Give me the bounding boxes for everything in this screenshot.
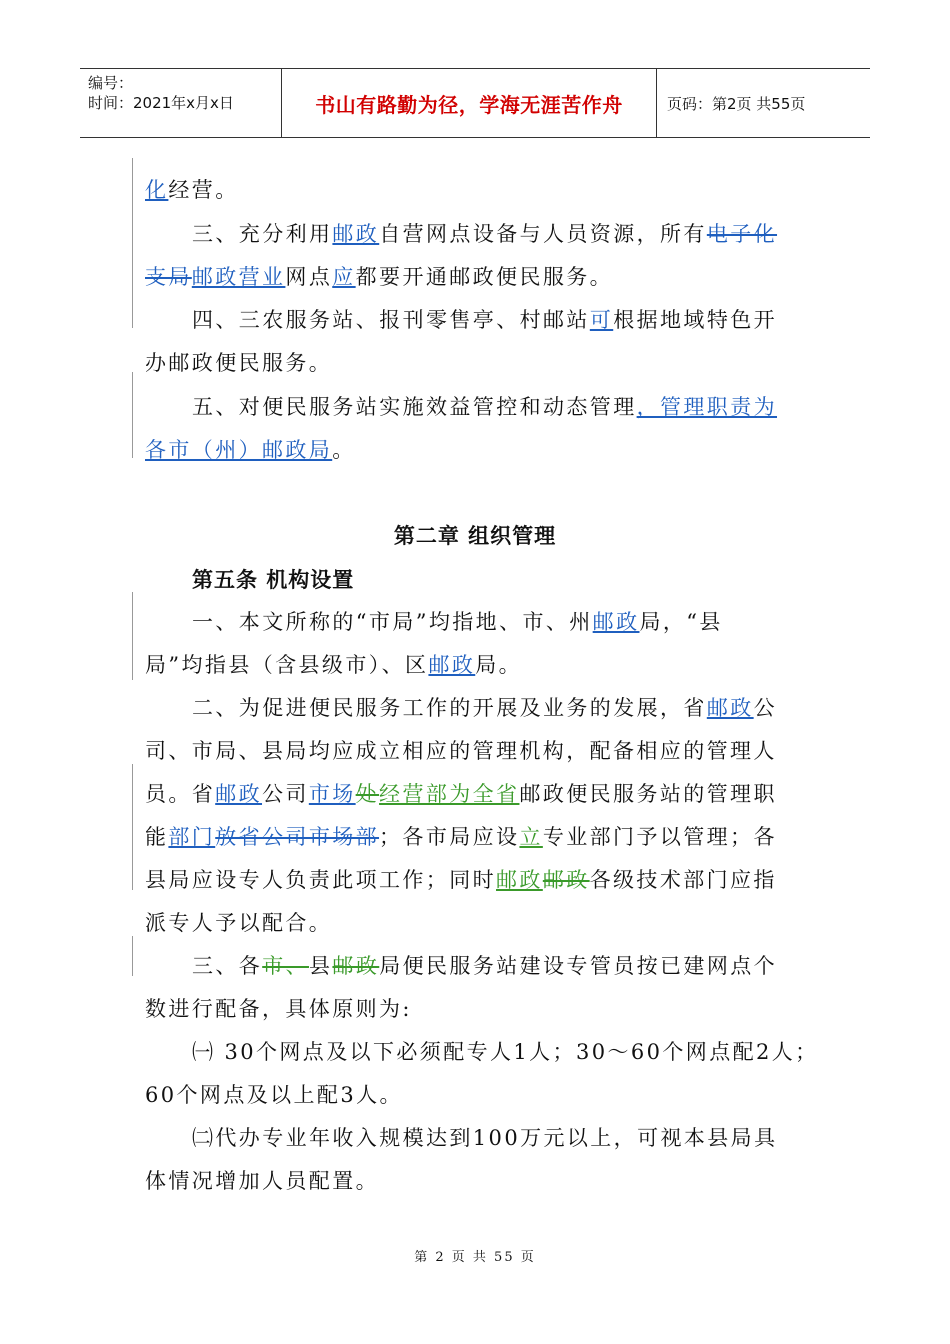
revision-inserted: 邮政: [496, 868, 543, 892]
revision-inserted: 部门: [168, 825, 216, 849]
text-run: 局，“县: [639, 610, 723, 634]
revision-inserted: 应: [332, 265, 356, 289]
text-run: 员。省: [145, 782, 216, 806]
text-line: [145, 823, 777, 851]
text-run: 二、为促进便民服务工作的开展及业务的发展，省: [192, 696, 707, 720]
text-run: 局便民服务站建设专管员按已建网点个: [379, 954, 778, 978]
text-line: ㈠ 30个网点及以下必须配专人1人；30～60个网点配2人；: [192, 1040, 819, 1064]
text-line: 60个网点及以上配3人。: [145, 1083, 403, 1107]
text-run: 局。: [475, 653, 523, 677]
text-line: [145, 866, 777, 894]
text-run: 各级技术部门应指: [589, 868, 777, 892]
text-run: ；各市局应设: [379, 825, 520, 849]
chapter-title: 第二章 组织管理: [393, 524, 557, 548]
text-line: 办邮政便民服务。: [145, 351, 333, 375]
revision-inserted: 市场: [308, 782, 356, 806]
revision-inserted: 邮政: [592, 610, 640, 634]
change-bar: [132, 936, 133, 976]
text-run: 自营网点设备与人员资源，所有: [379, 222, 707, 246]
header-motto: 书山有路勤为径，学海无涯苦作舟: [282, 69, 657, 137]
revision-inserted: 邮政: [332, 222, 380, 246]
revision-deleted: 支局: [145, 265, 192, 289]
text-line: [192, 220, 777, 248]
revision-deleted: 邮政: [542, 868, 590, 892]
revision-inserted: ，管理职责为: [636, 395, 778, 419]
text-line: 体情况增加人员配置。: [145, 1169, 379, 1193]
revision-inserted: 邮政: [706, 696, 754, 720]
time-label: 时间：2021年x月x日: [88, 94, 234, 112]
revision-deleted: 市、: [262, 954, 310, 978]
text-line: [145, 651, 522, 679]
header-page-info: 页码：第2页 共55页: [667, 94, 806, 113]
revision-inserted: 立: [519, 825, 543, 849]
text-line: [145, 176, 239, 204]
text-line: 派专人予以配合。: [145, 911, 333, 935]
page-footer: 第 2 页 共 55 页: [414, 1250, 536, 1265]
text-run: 一、本文所称的“市局”均指地、市、州: [192, 610, 593, 634]
text-run: 三、充分利用: [192, 222, 333, 246]
text-run: 三、各: [192, 954, 263, 978]
page-header: [80, 68, 870, 138]
text-run: 县: [309, 954, 333, 978]
text-run: 公: [753, 696, 778, 720]
text-run: 能: [145, 825, 169, 849]
text-run: 五、对便民服务站实施效益管控和动态管理: [192, 395, 637, 419]
text-run: 都要开通邮政便民服务。: [355, 265, 614, 289]
text-line: [192, 393, 777, 421]
text-run: 。: [332, 438, 356, 462]
number-label: 编号：: [88, 74, 134, 92]
change-bar: [132, 592, 133, 680]
text-run: 专业部门予以管理；各: [542, 825, 777, 849]
revision-deleted: 放省公司市场部: [215, 825, 380, 849]
text-line: 司、市局、县局均应成立相应的管理机构，配备相应的管理人: [145, 739, 777, 763]
change-bar: [132, 372, 133, 458]
text-line: [192, 306, 777, 334]
text-line: [192, 952, 777, 980]
text-line: [192, 608, 723, 636]
revision-inserted: 经营部为全省: [379, 782, 520, 806]
text-run: 经营。: [168, 178, 239, 202]
text-line: [145, 263, 613, 291]
revision-deleted: 邮政: [332, 954, 380, 978]
revision-inserted: 邮政: [215, 782, 263, 806]
revision-deleted: 处: [355, 782, 380, 806]
text-run: 局”均指县（含县级市）、区: [145, 653, 429, 677]
text-run: 公司: [262, 782, 309, 806]
text-run: 四、三农服务站、报刊零售亭、村邮站: [192, 308, 590, 332]
revision-inserted: 化: [145, 178, 169, 202]
revision-inserted: 邮政: [428, 653, 476, 677]
change-bar: [132, 764, 133, 890]
revision-deleted: 电子化: [706, 222, 778, 246]
text-run: 县局应设专人负责此项工作；同时: [145, 868, 496, 892]
text-line: ㈡代办专业年收入规模达到100万元以上，可视本县局具: [192, 1126, 778, 1150]
text-line: 数进行配备，具体原则为:: [145, 997, 412, 1021]
revision-inserted: 邮政营业: [191, 265, 286, 289]
text-line: [192, 694, 777, 722]
text-run: 网点: [285, 265, 333, 289]
change-bar: [132, 158, 133, 328]
article-title: 第五条 机构设置: [192, 568, 355, 592]
text-line: [145, 436, 356, 464]
text-run: 邮政便民服务站的管理职: [519, 782, 777, 806]
text-run: 根据地域特色开: [613, 308, 778, 332]
revision-inserted: 各市（州）邮政局: [145, 438, 333, 462]
header-meta: [80, 69, 282, 137]
revision-inserted: 可: [589, 308, 614, 332]
text-line: [145, 780, 777, 808]
